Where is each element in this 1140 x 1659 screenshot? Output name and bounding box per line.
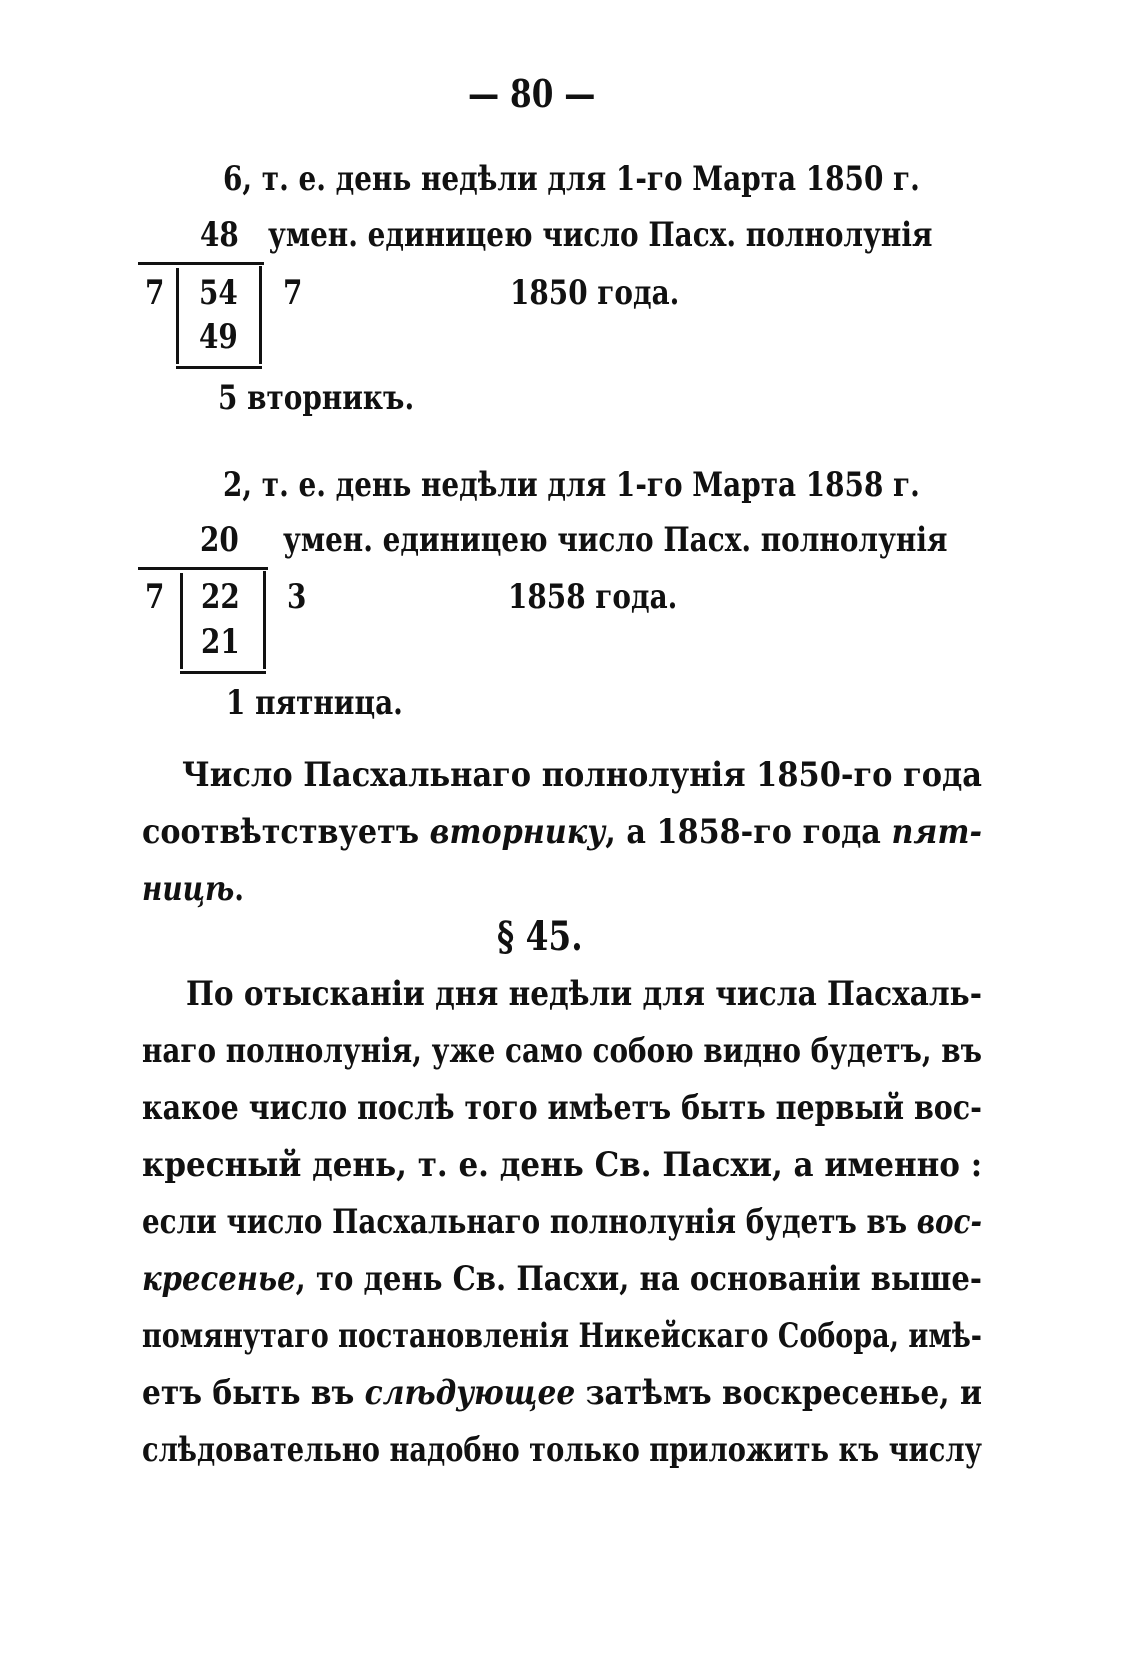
summary-line-3: ницѣ. [142, 869, 244, 909]
calc2-product: 21 [201, 622, 240, 662]
body-line-6: кресенье, то день Св. Пасхи, на основаніи выше- [142, 1259, 982, 1299]
calc1-line2-text: умен. единицею число Пасх. полнолунія [268, 215, 933, 255]
calc1-quotient: 7 [283, 273, 303, 313]
calc2-remainder: 1 пятница. [226, 683, 403, 723]
body-line-1: По отысканіи дня недѣли для числа Пасхаль- [186, 974, 982, 1014]
section-heading: § 45. [497, 913, 583, 960]
calc2-line2-text: умен. единицею число Пасх. полнолунія [283, 520, 948, 560]
calc2-bottom-rule [180, 671, 266, 674]
calc2-top-rule [138, 567, 268, 570]
calc1-dividend: 54 [199, 273, 238, 313]
calc1-divisor: 7 [145, 273, 165, 313]
calc2-line1: 2, т. е. день недѣли для 1-го Марта 1858 г. [223, 465, 920, 505]
calc2-dividend: 22 [201, 577, 240, 617]
calc1-top-rule [138, 262, 264, 265]
calc2-right-bar [263, 571, 266, 669]
body-line-2: наго полнолунія, уже само собою видно будетъ, въ [142, 1031, 982, 1071]
calc1-product: 49 [199, 317, 238, 357]
summary-line-2: соотвѣтствуетъ вторнику, а 1858-го года пят- [142, 812, 983, 852]
calc1-year: 1850 года. [510, 273, 680, 313]
body-paragraph [186, 966, 982, 1023]
body-line-9: слѣдовательно надобно только приложить къ числу [142, 1430, 982, 1470]
summary-paragraph-2 [142, 804, 982, 918]
body-line-8: етъ быть въ слѣдующее затѣмъ воскресенье, и [142, 1373, 982, 1413]
calc1-left-bar [176, 268, 179, 364]
body-line-3: какое число послѣ того имѣетъ быть первый вос- [142, 1088, 982, 1128]
body-line-4: кресный день, т. е. день Св. Пасхи, а именно : [142, 1145, 983, 1185]
calc1-right-bar [259, 266, 262, 364]
calc1-bottom-rule [176, 366, 262, 369]
calc1-line2-number: 48 [200, 215, 239, 255]
calc2-line2-number: 20 [200, 520, 239, 560]
summary-line-1: Число Пасхальнаго полнолунія 1850-го года [182, 755, 982, 795]
calc1-remainder: 5 вторникъ. [218, 378, 415, 418]
body-paragraph-rest [142, 1023, 982, 1479]
page-number: — 80 — [468, 71, 596, 116]
summary-paragraph [182, 747, 982, 804]
calc1-line1: 6, т. е. день недѣли для 1-го Марта 1850 г. [223, 159, 920, 199]
body-line-5: если число Пасхальнаго полнолунія будетъ въ вос- [142, 1202, 982, 1242]
calc2-divisor: 7 [145, 577, 165, 617]
calc2-left-bar [180, 573, 183, 669]
body-line-7: помянутаго постановленія Никейскаго Собора, имѣ- [142, 1316, 982, 1356]
calc2-quotient: 3 [287, 577, 307, 617]
calc2-year: 1858 года. [508, 577, 678, 617]
